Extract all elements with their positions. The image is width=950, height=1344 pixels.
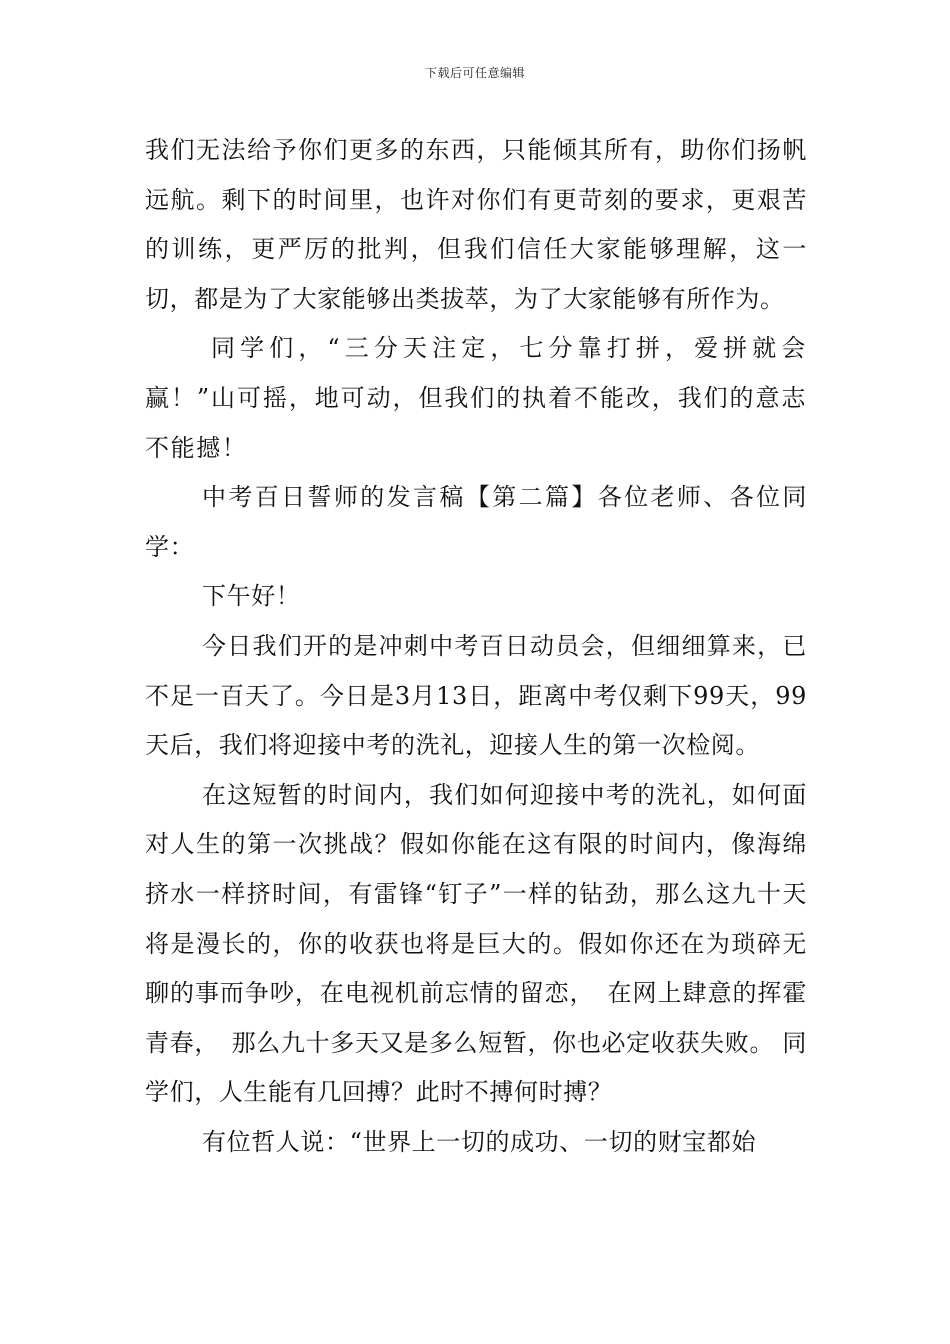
- paragraph-4: 下午好！: [202, 582, 301, 611]
- paragraph-6: 在这短暂的时间内，我们如何迎接中考的洗礼，如何面对人生的第一次挑战？假如你能在这有限的时间内，像海绵挤水一样挤时间，有雷锋“钉子”一样的钻劲，那么这九十天将是漫长的，你的收获也将是巨大的。假如你还在为琐碎无聊的事而争吵，在电视机前忘情的留恋， 在网上肆意的挥霍青春， 那么九十多天又是多么短暂，你也必定收获失败。 同学们，人生能有几回搏？此时不搏何时搏？: [145, 780, 807, 1107]
- page-header: 下载后可任意编辑: [424, 66, 525, 80]
- paragraph-1: 我们无法给予你们更多的东西，只能倾其所有，助你们扬帆远航。剩下的时间里，也许对你们有更苛刻的要求，更艰苦的训练，更严厉的批判，但我们信任大家能够理解，这一切，都是为了大家能够出类拔萃，为了大家能够有所作为。: [145, 136, 807, 313]
- paragraph-5: 今日我们开的是冲刺中考百日动员会，但细细算来，已不足一百天了。今日是3月13日，距离中考仅剩下99天，99天后，我们将迎接中考的洗礼，迎接人生的第一次检阅。: [145, 631, 807, 760]
- document-body: [145, 126, 807, 1167]
- paragraph-7: 有位哲人说：“世界上一切的成功、一切的财宝都始: [202, 1127, 757, 1156]
- paragraph-3: 中考百日誓师的发言稿【第二篇】各位老师、各位同学：: [145, 483, 807, 561]
- paragraph-2: 同学们，“三分天注定，七分靠打拼，爱拼就会赢！”山可摇，地可动，但我们的执着不能改，我们的意志不能撼！: [145, 334, 807, 462]
